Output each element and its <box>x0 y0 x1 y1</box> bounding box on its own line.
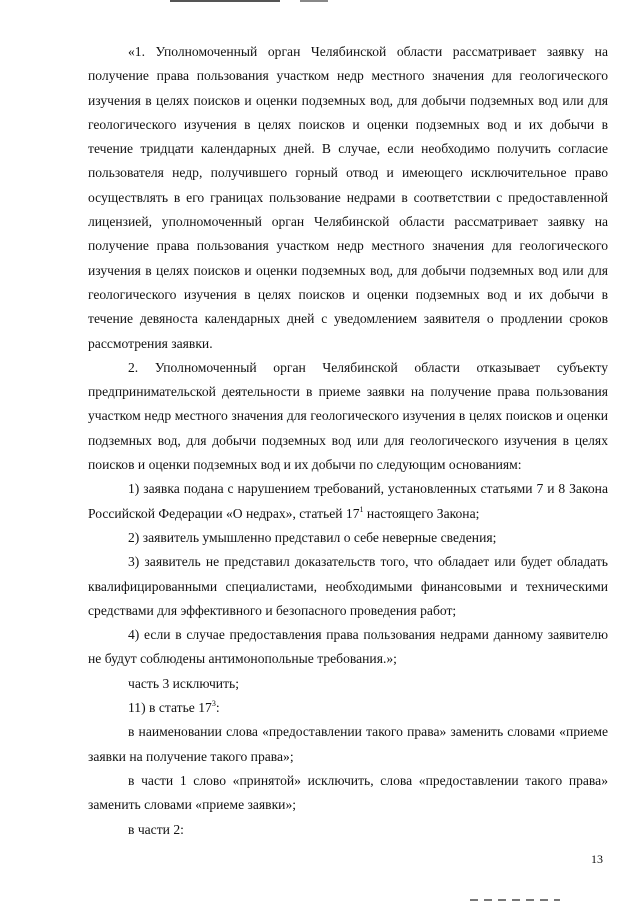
paragraph-part-2: 2. Уполномоченный орган Челябинской области отказывает субъекту предпринимательской деятельности в приеме заявки на получение права пользования участком недр местного значения для геологического изучения в целях поисков и оценки подземных вод, для добычи подземных вод или для геологического изучения в целях поисков и оценки подземных вод и их добычи по следующим основаниям: <box>88 359 608 473</box>
paragraph-part-2-heading: в части 2: <box>128 821 184 837</box>
list-item-3: 3) заявитель не представил доказательств того, что обладает или будет обладать квалифицированными специалистами, необходимыми финансовыми и техническими средствами для эффективного и безопасного проведения работ; <box>88 554 608 618</box>
paragraph-title-change: в наименовании слова «предоставлении такого права» заменить словами «приеме заявки на получение такого права»; <box>88 724 608 764</box>
list-item-1-tail: настоящего Закона; <box>363 505 480 521</box>
page-number: 13 <box>591 852 603 866</box>
list-item-1 <box>88 477 608 526</box>
paragraph-part-1: «1. Уполномоченный орган Челябинской области рассматривает заявку на получение права пользования участком недр местного значения для геологического изучения в целях поисков и оценки подземных вод, для добычи подземных вод или для геологического изучения в целях поисков и оценки подземных вод и их добычи в течение тридцати календарных дней. В случае, если необходимо получить согласие пользователя недр, получившего горный отвод и имеющего исключительное право осуществлять в его границах пользование недрами в соответствии с предоставленной лицензией, уполномоченный орган Челябинской области рассматривает заявку на получение права пользования участком недр местного значения для геологического изучения в целях поисков и оценки подземных вод, для добычи подземных вод или для геологического изучения в целях поисков и оценки подземных вод и их добычи в течение девяноста календарных дней с уведомлением заявителя о продлении сроков рассмотрения заявки. <box>88 44 608 351</box>
list-item-4: 4) если в случае предоставления права пользования недрами данному заявителю не будут соблюдены антимонопольные требования.»; <box>88 627 608 667</box>
list-item-1-text: 1) заявка подана с нарушением требований, установленных статьями 7 и 8 Закона Российской Федерации «О недрах», статьей 17 <box>88 481 608 521</box>
paragraph-item-11 <box>88 696 608 720</box>
item-11-tail: : <box>215 700 220 716</box>
paragraph-part-3-removed: часть 3 исключить; <box>128 675 239 691</box>
top-scan-line-secondary <box>300 0 328 2</box>
superscript: 3 <box>211 699 216 709</box>
document-body <box>88 40 608 842</box>
paragraph-part-1-change: в части 1 слово «принятой» исключить, слова «предоставлении такого права» заменить словами «приеме заявки»; <box>88 772 608 813</box>
item-11-text: 11) в статье 17 <box>128 700 212 716</box>
superscript: 1 <box>359 504 364 514</box>
top-scan-line <box>170 0 280 2</box>
bottom-scan-mark <box>470 899 560 901</box>
list-item-2: 2) заявитель умышленно представил о себе неверные сведения; <box>128 529 497 545</box>
